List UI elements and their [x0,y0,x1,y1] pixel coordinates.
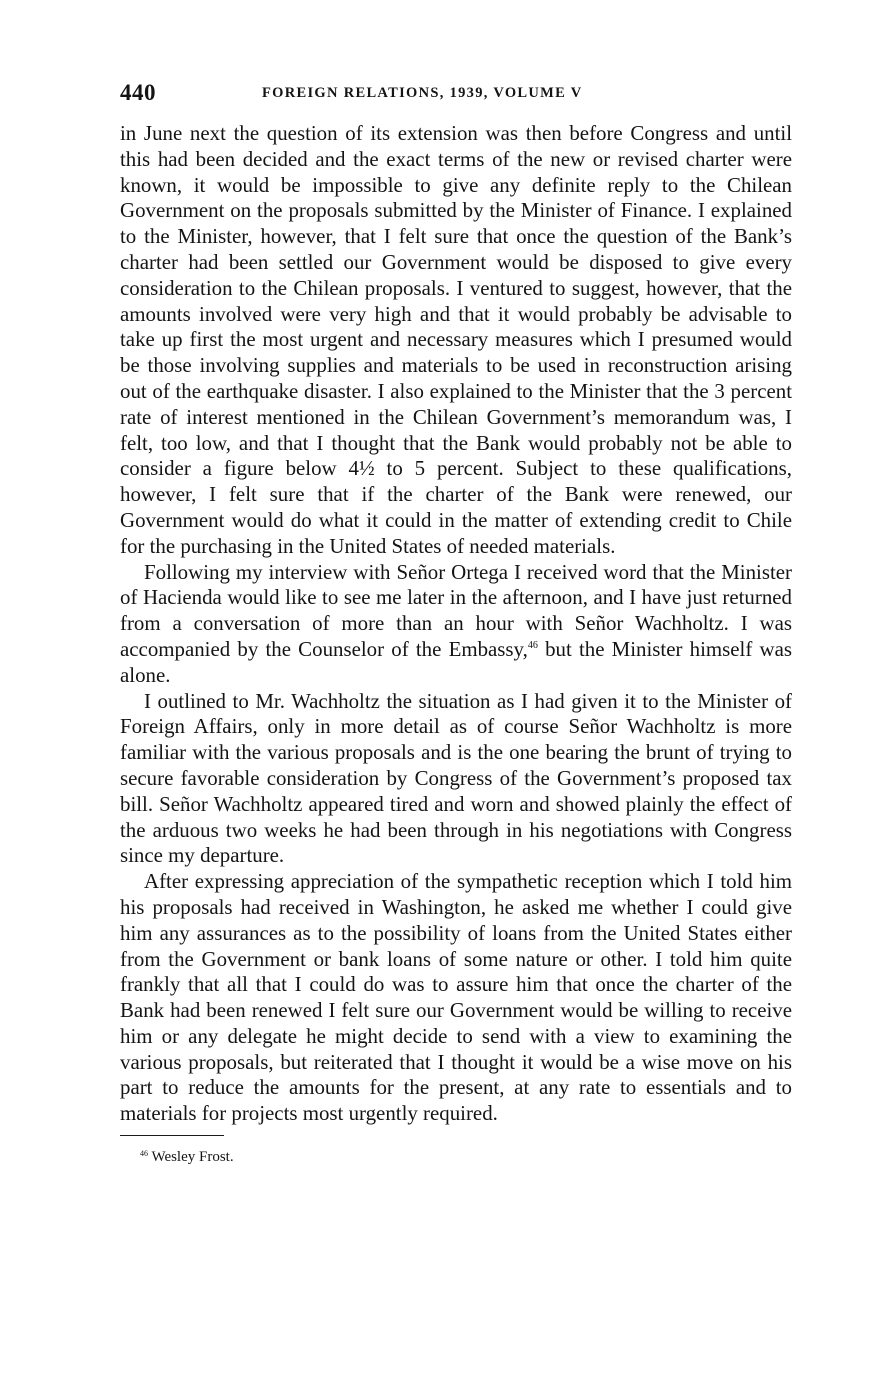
body-text [120,121,792,1127]
footnote [120,1147,792,1167]
footnote-number: 46 [140,1149,148,1159]
paragraph-2-text: Following my interview with Señor Ortega I received word that the Minister of Hacienda would like to see me later in the afternoon, and I have just returned from a conversation of more than an hour with Señor Wachholtz. I was accompanied by the Counselor of the Embassy, [120,559,792,661]
footnote-divider [120,1135,224,1136]
running-head: FOREIGN RELATIONS, 1939, VOLUME V [262,85,583,101]
document-page [120,78,792,1167]
page-header [120,78,792,108]
footnote-text: Wesley Frost. [151,1149,234,1166]
paragraph-4: After expressing appreciation of the sympathetic reception which I told him his proposals had received in Washington, he asked me whether I could give him any assurances as to the possibility of loans from the United States either from the Government or bank loans of some nature or other. I told him quite frankly that all that I could do was to assure him that once the charter of the Bank had been renewed I felt sure our Government would be willing to receive him or any delegate he might decide to send with a view to examining the various proposals, but reiterated that I thought it would be a wise move on his part to reduce the amounts for the present, at any rate to essentials and to materials for projects most urgently required. [120,869,792,1126]
page-number: 440 [120,80,156,105]
paragraph-3: I outlined to Mr. Wachholtz the situation as I had given it to the Minister of Foreign Affairs, only in more detail as of course Señor Wachholtz is more familiar with the various proposals and is the one bearing the brunt of trying to secure favorable consideration by Congress of the Government’s proposed tax bill. Señor Wachholtz appeared tired and worn and showed plainly the effect of the arduous two weeks he had been through in his negotiations with Congress since my departure. [120,688,792,868]
paragraph-1: in June next the question of its extension was then before Congress and until this had been decided and the exact terms of the new or revised charter were known, it would be impossible to give any definite reply to the Chilean Government on the proposals submitted by the Minister of Finance. I explained to the Minister, however, that I felt sure that once the question of the Bank’s charter had been settled our Government would be disposed to give every consideration to the Chilean proposals. I ventured to suggest, however, that the amounts involved were very high and that it would probably be advisable to take up first the most urgent and necessary measures which I presumed would be those involving supplies and materials to be used in reconstruction arising out of the earthquake disaster. I also explained to the Minister that the 3 percent rate of interest mentioned in the Chilean Government’s memorandum was, I felt, too low, and that I thought that the Bank would probably not be able to consider a figure below 4½ to 5 percent. Subject to these qualifications, however, I felt sure that if the charter of the Bank were renewed, our Government would do what it could in the matter of extending credit to Chile for the purchasing in the United States of needed materials. [120,121,792,558]
footnote-reference: 46 [527,639,538,651]
paragraph-2 [120,560,792,689]
paragraph-2-text-end: but the Minister himself was alone. [120,636,792,687]
